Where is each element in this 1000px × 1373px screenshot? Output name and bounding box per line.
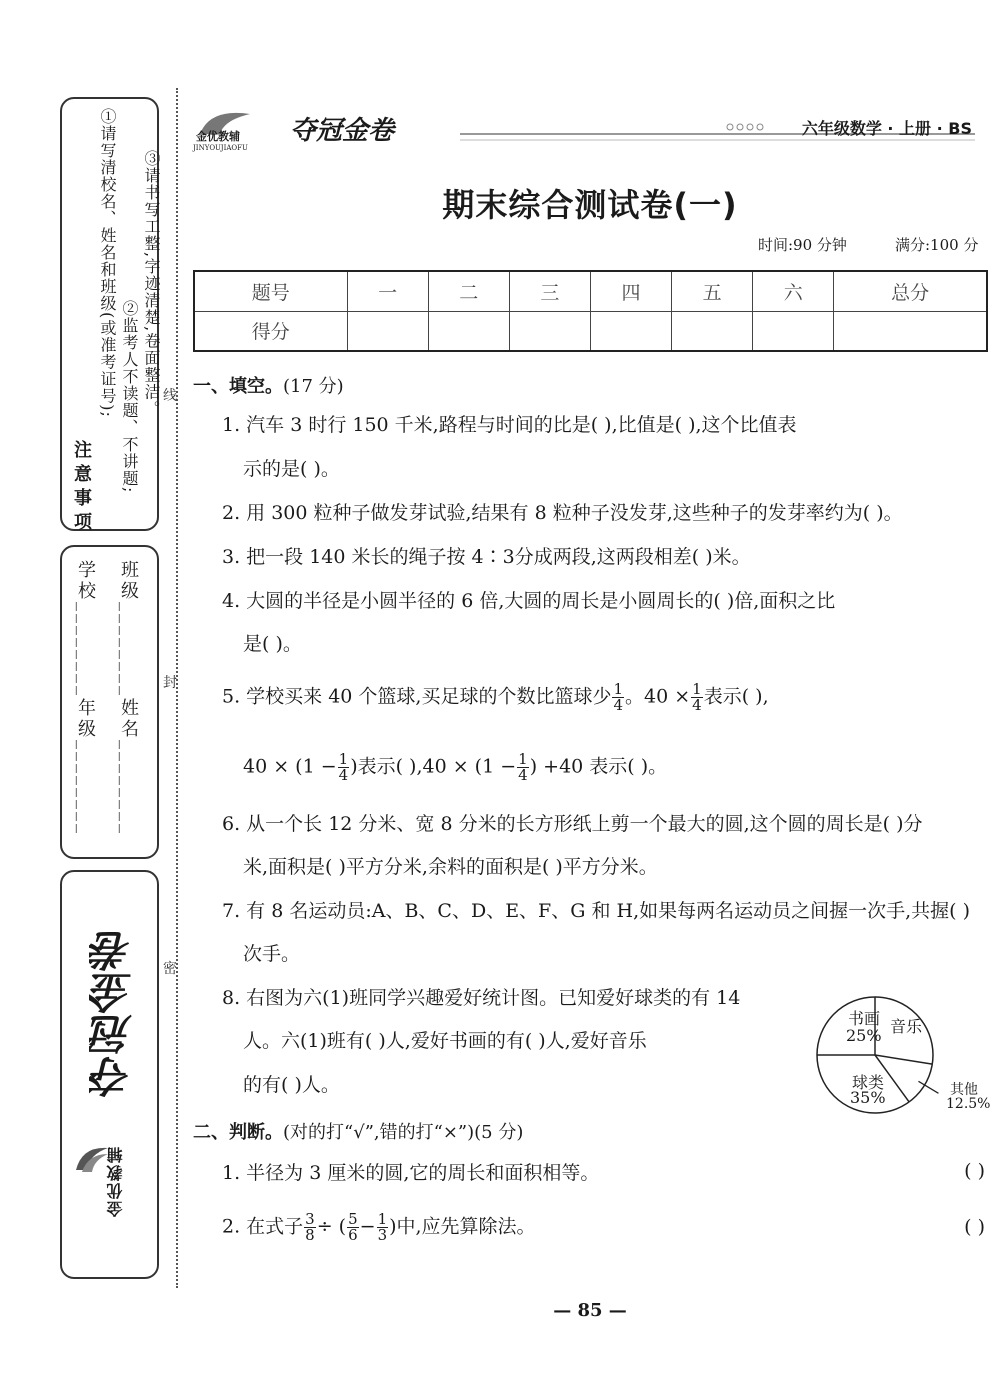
section1-heading — [193, 372, 344, 398]
full-score: 满分:100 分 — [895, 236, 979, 254]
fraction-three-eighths — [304, 1212, 316, 1243]
table-cell: 总分 — [834, 271, 987, 311]
jq2-text-4: )中,应先算除法。 — [389, 1215, 536, 1238]
frac-num: 3 — [305, 1210, 315, 1228]
question-7a[interactable]: 7. 有 8 名运动员:A、B、C、D、E、F、G 和 H,如果每两名运动员之间握一次手,共握( ) — [222, 900, 971, 922]
pie-leader-other — [918, 1081, 938, 1093]
page-number: — 85 — — [553, 1300, 627, 1321]
notice-heading: 注意事项 — [71, 440, 92, 536]
score-input-cell[interactable] — [509, 311, 590, 351]
question-4b[interactable]: 是( )。 — [243, 633, 302, 655]
brand-vertical: 夺冠金卷 — [89, 930, 138, 1098]
table-cell: 四 — [590, 271, 671, 311]
page-title: 期末综合测试卷(一) — [442, 186, 738, 224]
q5b-text-2: )表示( ),40 × (1 − — [350, 755, 517, 778]
frac-den: 4 — [692, 696, 702, 714]
logo-vertical: 金优教辅 — [106, 1145, 125, 1217]
brand-small: 金优教辅 — [196, 130, 240, 143]
brand-pinyin: JINYOUJIAOFU — [193, 144, 248, 152]
jq2-text-1: 2. 在式子 — [222, 1215, 304, 1238]
table-cell: 五 — [672, 271, 753, 311]
frac-den: 6 — [348, 1226, 358, 1244]
frac-num: 1 — [692, 680, 702, 698]
question-5a[interactable] — [222, 682, 769, 713]
table-cell: 二 — [428, 271, 509, 311]
question-8c[interactable]: 的有( )人。 — [243, 1074, 340, 1096]
q5a-text-1: 5. 学校买来 40 个篮球,买足球的个数比篮球少 — [222, 685, 612, 708]
table-cell: 得分 — [194, 311, 347, 351]
frac-den: 4 — [613, 696, 624, 714]
judge-answer-1[interactable]: ( ) — [964, 1160, 985, 1182]
question-8b[interactable]: 人。六(1)班有( )人,爱好书画的有( )人,爱好音乐 — [243, 1030, 647, 1052]
brand-big: 夺冠金卷 — [290, 116, 395, 146]
q5b-text-3: ) +40 表示( )。 — [529, 755, 668, 778]
pie-label-music: 音乐 — [890, 1017, 923, 1036]
question-5b[interactable] — [243, 752, 667, 783]
judge-question-1: 1. 半径为 3 厘米的圆,它的周长和面积相等。 — [222, 1162, 600, 1184]
pie-value-calligraphy: 25% — [846, 1026, 882, 1045]
table-cell: 一 — [347, 271, 428, 311]
score-input-cell[interactable] — [428, 311, 509, 351]
notice-item-1: ①请写清校名、姓名和班级(或准考证号); — [98, 108, 117, 418]
q5a-text-2: 。40 × — [625, 685, 691, 708]
frac-den: 4 — [518, 766, 528, 784]
question-2[interactable]: 2. 用 300 粒种子做发芽试验,结果有 8 粒种子没发芽,这些种子的发芽率约为( )。 — [222, 502, 903, 524]
table-cell: 六 — [753, 271, 834, 311]
fraction-one-quarter — [517, 752, 529, 783]
score-input-cell[interactable] — [347, 311, 428, 351]
frac-num: 1 — [518, 750, 528, 768]
question-8a[interactable]: 8. 右图为六(1)班同学兴趣爱好统计图。已知爱好球类的有 14 — [222, 987, 741, 1009]
score-table-header-row — [194, 271, 987, 311]
cut-word-line: 线 — [163, 388, 177, 404]
notice-item-2: ②监考人不读题、不讲题; — [120, 300, 139, 494]
fraction-five-sixths — [347, 1212, 359, 1243]
exam-time: 时间:90 分钟 — [758, 236, 847, 254]
section2-instruction: (对的打“√”,错的打“×”)(5 分) — [283, 1122, 524, 1143]
frac-den: 4 — [338, 766, 349, 784]
score-input-cell[interactable] — [672, 311, 753, 351]
table-cell: 题号 — [194, 271, 347, 311]
question-1a[interactable]: 1. 汽车 3 时行 150 千米,路程与时间的比是( ),比值是( ),这个比值表 — [222, 414, 797, 436]
q5b-text-1: 40 × (1 − — [243, 755, 337, 778]
score-input-cell[interactable] — [590, 311, 671, 351]
jq2-text-3: − — [359, 1215, 376, 1238]
class-name-field[interactable]: 班级________姓名________ — [118, 560, 139, 836]
cut-word-seal: 封 — [163, 675, 177, 691]
fraction-one-quarter — [691, 682, 703, 713]
fraction-one-quarter — [612, 682, 624, 713]
pie-value-other: 12.5% — [946, 1096, 991, 1112]
judge-question-2 — [222, 1212, 536, 1243]
cut-word-secret: 密 — [163, 961, 177, 977]
q5a-text-3: 表示( ), — [703, 685, 769, 708]
frac-num: 1 — [613, 680, 624, 698]
pie-label-other: 其他 — [950, 1082, 978, 1098]
section2-heading — [193, 1118, 523, 1144]
pie-slice-boundary-2 — [875, 1055, 932, 1064]
question-3[interactable]: 3. 把一段 140 米长的绳子按 4∶3分成两段,这两段相差( )米。 — [222, 546, 751, 568]
section1-title: 一、填空。 — [193, 376, 283, 397]
question-7b[interactable]: 次手。 — [243, 943, 301, 965]
question-1b[interactable]: 示的是( )。 — [243, 458, 340, 480]
school-grade-field[interactable]: 学校________年级________ — [75, 560, 96, 836]
fraction-one-third — [377, 1212, 389, 1243]
pie-label-ball: 球类 — [852, 1073, 885, 1092]
notice-item-3: ③请书写工整,字迹清楚,卷面整洁。 — [142, 150, 161, 418]
frac-num: 5 — [348, 1210, 358, 1228]
fraction-one-quarter — [338, 752, 350, 783]
question-6b[interactable]: 米,面积是( )平方分米,余料的面积是( )平方分米。 — [243, 856, 658, 878]
score-table-score-row — [194, 311, 987, 351]
score-table — [193, 270, 988, 352]
frac-num: 1 — [338, 750, 349, 768]
judge-answer-2[interactable]: ( ) — [964, 1216, 985, 1238]
grade-label: 六年级数学 · 上册 · BS — [801, 119, 972, 138]
frac-num: 1 — [377, 1210, 388, 1228]
frac-den: 8 — [305, 1226, 315, 1244]
score-input-cell[interactable] — [834, 311, 987, 351]
pie-value-ball: 35% — [850, 1088, 886, 1107]
pie-label-calligraphy: 书画 — [848, 1009, 881, 1028]
jq2-text-2: ÷ ( — [316, 1215, 347, 1238]
question-6a[interactable]: 6. 从一个长 12 分米、宽 8 分米的长方形纸上剪一个最大的圆,这个圆的周长是( )分 — [222, 813, 923, 835]
score-input-cell[interactable] — [753, 311, 834, 351]
frac-den: 3 — [377, 1226, 388, 1244]
section2-title: 二、判断。 — [193, 1122, 283, 1143]
question-4a[interactable]: 4. 大圆的半径是小圆半径的 6 倍,大圆的周长是小圆周长的( )倍,面积之比 — [222, 590, 836, 612]
table-cell: 三 — [509, 271, 590, 311]
section1-points: (17 分) — [283, 376, 344, 397]
